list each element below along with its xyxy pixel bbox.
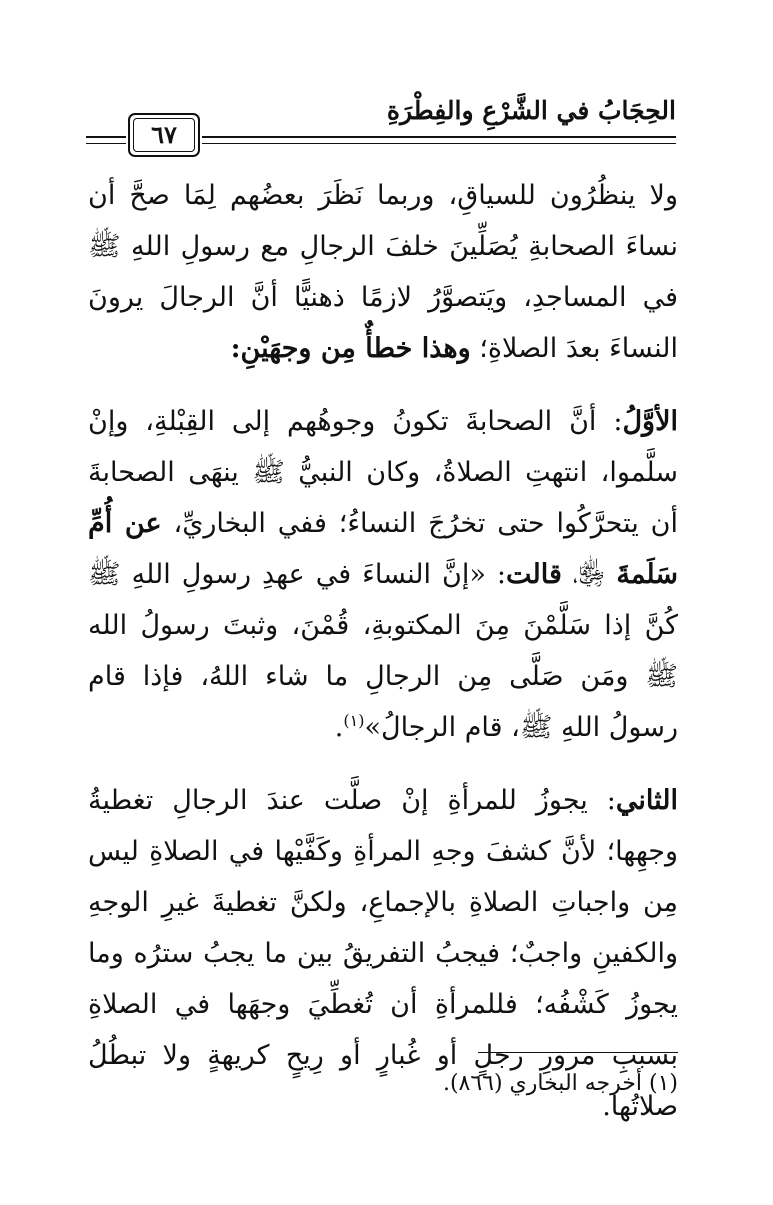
page-number-frame — [128, 113, 200, 157]
paragraph-2-bold-b: قالت — [506, 559, 562, 590]
page-number: ٦٧ — [133, 118, 195, 152]
paragraph-2-bold-a: عن أُمِّ سَلَمةَ — [88, 508, 678, 590]
running-title: الحِجَابُ في الشَّرْعِ والفِطْرَةِ — [386, 96, 676, 125]
paragraph-3-lead: الثاني — [615, 785, 678, 816]
paragraph-1-bold: وهذا خطأٌ مِن وجهَيْنِ: — [230, 333, 471, 364]
paragraph-2-text-b: ﵂، — [561, 559, 617, 590]
paragraph-2-lead: الأوَّلُ — [622, 406, 678, 437]
body-text — [88, 170, 678, 1132]
header-rule-left — [86, 136, 126, 144]
footnote-separator — [478, 1052, 678, 1053]
paragraph-2-text-a: : أنَّ الصحابةَ تكونُ وجوهُهم إلى القِبْلةِ، وإنْ سلَّموا، انتهتِ الصلاةُ، وكان النبيُّ ﷺ ينهَى الصحابةَ أن يتحرَّكُوا حتى تخرُجَ النساءُ؛ ففي البخاريِّ، — [88, 406, 678, 539]
paragraph-3-text: : يجوزُ للمرأةِ إنْ صلَّت عندَ الرجالِ تغطيةُ وجهِها؛ لأنَّ كشفَ وجهِ المرأةِ وكَفَّيْها في الصلاةِ ليس مِن واجباتِ الصلاةِ بالإجماعِ، ولكنَّ تغطيةَ غيرِ الوجهِ والكفينِ واجبٌ؛ فيجبُ التفريقُ بين ما يجبُ سترُه وما يجوزُ كَشْفُه؛ فللمرأةِ أن تُغطِّيَ وجهَها في الصلاةِ بسببِ مرورِ رجلٍ أو غُبارٍ أو رِيحٍ كريهةٍ ولا تبطُلُ صلاتُها. — [88, 785, 678, 1122]
paragraph-1 — [88, 170, 678, 374]
paragraph-2 — [88, 396, 678, 753]
paragraph-2-text-c: : «إنَّ النساءَ في عهدِ رسولِ اللهِ ﷺ كُنَّ إذا سَلَّمْنَ مِنَ المكتوبةِ، قُمْنَ، وثبتَ رسولُ الله ﷺ ومَن صَلَّى مِن الرجالِ ما شاء اللهُ، فإذا قام رسولُ اللهِ ﷺ، قام الرجالُ» — [88, 559, 678, 743]
footnote: (١) أخرجه البخاري (٨٦٦). — [442, 1071, 678, 1096]
paragraph-2-end: . — [334, 712, 344, 743]
header-rule-right — [202, 136, 676, 144]
footnote-reference[interactable]: (١) — [343, 711, 365, 730]
paragraph-1-text: ولا ينظُرُون للسياقِ، وربما نَظَرَ بعضُهم لِمَا صحَّ أن نساءَ الصحابةِ يُصَلِّينَ خلفَ الرجالِ مع رسولِ اللهِ ﷺ في المساجدِ، ويَتصوَّرُ لازمًا ذهنيًّا أنَّ الرجالَ يرونَ النساءَ بعدَ الصلاةِ؛ — [88, 180, 678, 364]
page-header — [86, 96, 676, 156]
